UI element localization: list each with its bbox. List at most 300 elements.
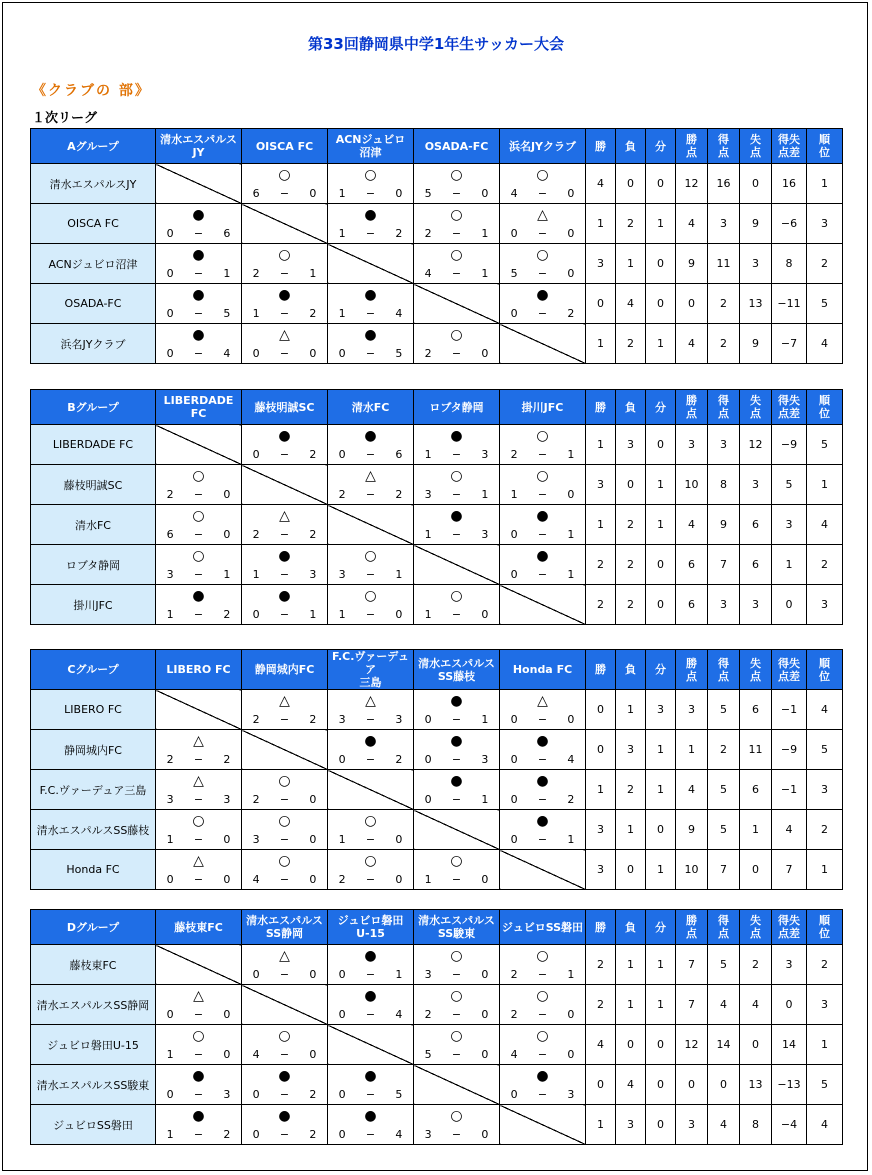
opponent-header: 掛川JFC (500, 390, 586, 425)
stat-cell: −9 (772, 425, 807, 465)
stat-cell: 3 (586, 850, 616, 890)
match-score (156, 1048, 241, 1061)
match-score (414, 488, 499, 501)
stat-cell: 0 (708, 1065, 740, 1105)
stat-cell: 6 (676, 545, 708, 585)
goals-against: 1 (567, 833, 575, 846)
match-result-cell (242, 1025, 328, 1065)
stat-cell: 4 (807, 505, 843, 545)
result-symbol: ● (192, 588, 205, 604)
stat-header: 勝 (586, 390, 616, 425)
stat-header: 勝 点 (676, 650, 708, 690)
team-row (31, 284, 843, 324)
section-heading: 《クラブの 部》 (32, 83, 151, 99)
result-symbol: ○ (364, 548, 377, 564)
match-result-cell (156, 985, 242, 1025)
stat-cell: 2 (807, 244, 843, 284)
stat-cell: 4 (616, 1065, 646, 1105)
match-result-cell (414, 324, 500, 364)
team-name: 藤枝東FC (31, 945, 156, 985)
stat-header: 失 点 (740, 129, 772, 164)
score-dash: − (451, 187, 462, 200)
self-match-cell (242, 465, 328, 505)
team-row (31, 324, 843, 364)
self-match-cell (328, 770, 414, 810)
stat-cell: 2 (586, 985, 616, 1025)
stat-cell: 1 (616, 945, 646, 985)
stat-cell: 13 (740, 1065, 772, 1105)
goals-against: 4 (567, 753, 575, 766)
result-symbol: ○ (536, 948, 549, 964)
match-result-cell (156, 324, 242, 364)
goals-against: 3 (481, 448, 489, 461)
score-dash: − (193, 307, 204, 320)
goals-for: 0 (166, 227, 174, 240)
match-score (156, 873, 241, 886)
match-score (328, 833, 413, 846)
match-score (414, 873, 499, 886)
goals-for: 0 (252, 448, 260, 461)
match-result-cell (328, 945, 414, 985)
match-result-cell (156, 1105, 242, 1145)
header-row (31, 390, 843, 425)
goals-for: 1 (338, 833, 346, 846)
match-result-cell (242, 690, 328, 730)
score-dash: − (365, 753, 376, 766)
result-symbol: ○ (450, 247, 463, 263)
stat-cell: 2 (586, 585, 616, 625)
goals-against: 0 (481, 968, 489, 981)
goals-against: 1 (481, 267, 489, 280)
result-symbol: ● (450, 693, 463, 709)
result-symbol: ● (192, 327, 205, 343)
score-dash: − (193, 833, 204, 846)
goals-for: 1 (338, 608, 346, 621)
match-result-cell (156, 284, 242, 324)
match-score (242, 568, 327, 581)
stat-cell: 0 (740, 164, 772, 204)
team-name: LIBERDADE FC (31, 425, 156, 465)
stat-cell: 14 (708, 1025, 740, 1065)
goals-for: 0 (338, 1128, 346, 1141)
goals-for: 3 (424, 488, 432, 501)
match-score (156, 1088, 241, 1101)
result-symbol: ● (536, 287, 549, 303)
goals-against: 0 (567, 187, 575, 200)
goals-for: 0 (510, 833, 518, 846)
team-name: F.C.ヴァーデュア三島 (31, 770, 156, 810)
stat-cell: 7 (676, 945, 708, 985)
goals-against: 1 (481, 488, 489, 501)
goals-for: 2 (252, 793, 260, 806)
match-result-cell (500, 244, 586, 284)
match-result-cell (414, 1105, 500, 1145)
stat-cell: 4 (586, 164, 616, 204)
match-score (328, 1088, 413, 1101)
score-dash: − (537, 1088, 548, 1101)
stat-cell: 3 (740, 585, 772, 625)
result-symbol: △ (365, 468, 376, 484)
goals-for: 1 (338, 187, 346, 200)
match-result-cell (328, 425, 414, 465)
stat-cell: 4 (708, 985, 740, 1025)
match-result-cell (500, 730, 586, 770)
goals-for: 0 (338, 1088, 346, 1101)
match-result-cell (242, 1065, 328, 1105)
match-result-cell (500, 945, 586, 985)
group-table (30, 128, 843, 364)
goals-against: 0 (309, 833, 317, 846)
match-result-cell (328, 585, 414, 625)
result-symbol: ○ (536, 468, 549, 484)
match-result-cell (328, 284, 414, 324)
goals-for: 1 (166, 833, 174, 846)
match-result-cell (414, 505, 500, 545)
stat-header: 負 (616, 129, 646, 164)
match-score (156, 793, 241, 806)
opponent-header: 藤枝明誠SC (242, 390, 328, 425)
stat-cell: 0 (646, 244, 676, 284)
result-symbol: △ (279, 327, 290, 343)
self-match-cell (414, 284, 500, 324)
goals-for: 4 (424, 267, 432, 280)
match-score (414, 1048, 499, 1061)
result-symbol: ● (450, 508, 463, 524)
score-dash: − (279, 1048, 290, 1061)
match-result-cell (414, 204, 500, 244)
stat-cell: 8 (708, 465, 740, 505)
stat-header: 順 位 (807, 390, 843, 425)
stat-cell: 1 (646, 324, 676, 364)
stat-cell: 12 (676, 164, 708, 204)
match-result-cell (242, 810, 328, 850)
match-result-cell (242, 1105, 328, 1145)
match-score (328, 488, 413, 501)
team-row (31, 164, 843, 204)
self-match-cell (414, 545, 500, 585)
goals-for: 0 (252, 608, 260, 621)
result-symbol: ○ (450, 853, 463, 869)
goals-against: 5 (395, 347, 403, 360)
stat-cell: −1 (772, 770, 807, 810)
goals-for: 0 (338, 968, 346, 981)
stat-cell: 16 (708, 164, 740, 204)
stat-cell: 0 (646, 545, 676, 585)
result-symbol: △ (279, 508, 290, 524)
goals-against: 3 (567, 1088, 575, 1101)
stat-header: 分 (646, 390, 676, 425)
stat-cell: 3 (616, 1105, 646, 1145)
stat-cell: 8 (740, 1105, 772, 1145)
result-symbol: ○ (536, 167, 549, 183)
stat-header: 得 点 (708, 390, 740, 425)
stat-cell: 2 (616, 324, 646, 364)
opponent-header: Honda FC (500, 650, 586, 690)
stat-cell: 4 (676, 770, 708, 810)
stat-cell: 1 (586, 204, 616, 244)
match-result-cell (500, 690, 586, 730)
match-score (414, 713, 499, 726)
match-result-cell (414, 690, 500, 730)
goals-for: 2 (166, 488, 174, 501)
match-score (500, 267, 585, 280)
stat-cell: 3 (708, 204, 740, 244)
stat-header: 得失 点差 (772, 129, 807, 164)
stat-cell: 0 (616, 850, 646, 890)
goals-against: 0 (309, 793, 317, 806)
stat-cell: −1 (772, 690, 807, 730)
team-name: ロブタ静岡 (31, 545, 156, 585)
goals-against: 4 (223, 347, 231, 360)
goals-against: 1 (395, 968, 403, 981)
goals-for: 2 (252, 528, 260, 541)
stat-header: 失 点 (740, 650, 772, 690)
result-symbol: ● (536, 773, 549, 789)
stat-cell: 4 (586, 1025, 616, 1065)
result-symbol: △ (193, 853, 204, 869)
team-name: ジュビロSS磐田 (31, 1105, 156, 1145)
stat-cell: 5 (708, 945, 740, 985)
match-result-cell (500, 1065, 586, 1105)
stat-cell: 5 (708, 770, 740, 810)
score-dash: − (537, 488, 548, 501)
goals-for: 6 (252, 187, 260, 200)
match-result-cell (328, 545, 414, 585)
goals-for: 2 (510, 1008, 518, 1021)
match-score (156, 833, 241, 846)
goals-for: 0 (338, 753, 346, 766)
stat-cell: 2 (708, 284, 740, 324)
team-row (31, 770, 843, 810)
team-name: 藤枝明誠SC (31, 465, 156, 505)
goals-for: 2 (424, 227, 432, 240)
opponent-header: 藤枝東FC (156, 910, 242, 945)
opponent-header: ジュビロ磐田 U-15 (328, 910, 414, 945)
result-symbol: ○ (536, 988, 549, 1004)
score-dash: − (537, 528, 548, 541)
stat-cell: 14 (772, 1025, 807, 1065)
stat-cell: 1 (807, 465, 843, 505)
stat-cell: 6 (740, 770, 772, 810)
stat-cell: 3 (646, 690, 676, 730)
goals-against: 0 (223, 1048, 231, 1061)
goals-for: 0 (510, 1088, 518, 1101)
stat-header: 負 (616, 390, 646, 425)
goals-against: 0 (223, 1008, 231, 1021)
stat-cell: 0 (646, 1065, 676, 1105)
match-result-cell (328, 850, 414, 890)
result-symbol: ○ (450, 468, 463, 484)
stat-header: 得失 点差 (772, 650, 807, 690)
stat-cell: 2 (708, 730, 740, 770)
team-row (31, 690, 843, 730)
match-result-cell (414, 164, 500, 204)
result-symbol: ● (278, 548, 291, 564)
group-name: Bグループ (31, 390, 156, 425)
team-name: ジュビロ磐田U-15 (31, 1025, 156, 1065)
goals-against: 6 (223, 227, 231, 240)
stat-cell: 3 (616, 425, 646, 465)
goals-for: 4 (510, 187, 518, 200)
match-score (414, 528, 499, 541)
result-symbol: ● (536, 733, 549, 749)
match-score (328, 1128, 413, 1141)
stat-header: 失 点 (740, 910, 772, 945)
stat-cell: 0 (586, 284, 616, 324)
score-dash: − (279, 307, 290, 320)
goals-against: 0 (395, 833, 403, 846)
team-row (31, 1065, 843, 1105)
group-name: Aグループ (31, 129, 156, 164)
stat-cell: 4 (708, 1105, 740, 1145)
goals-against: 0 (223, 488, 231, 501)
score-dash: − (451, 608, 462, 621)
goals-for: 1 (424, 873, 432, 886)
stat-header: 負 (616, 910, 646, 945)
opponent-header: F.C.ヴァーデュア 三島 (328, 650, 414, 690)
match-result-cell (500, 465, 586, 505)
match-score (414, 187, 499, 200)
match-result-cell (414, 1025, 500, 1065)
score-dash: − (365, 968, 376, 981)
goals-against: 5 (223, 307, 231, 320)
stat-cell: −4 (772, 1105, 807, 1145)
goals-for: 0 (510, 753, 518, 766)
match-score (328, 568, 413, 581)
team-name: ACNジュビロ沼津 (31, 244, 156, 284)
match-score (500, 713, 585, 726)
team-row (31, 545, 843, 585)
stat-cell: 4 (616, 284, 646, 324)
match-score (328, 307, 413, 320)
stat-cell: 1 (646, 770, 676, 810)
self-match-cell (500, 1105, 586, 1145)
opponent-header: 清水エスパルス SS藤枝 (414, 650, 500, 690)
team-name: 清水エスパルスSS駿東 (31, 1065, 156, 1105)
stat-cell: 3 (708, 585, 740, 625)
score-dash: − (451, 227, 462, 240)
match-result-cell (328, 324, 414, 364)
goals-against: 0 (223, 528, 231, 541)
stat-header: 順 位 (807, 650, 843, 690)
stat-cell: 5 (772, 465, 807, 505)
match-result-cell (414, 244, 500, 284)
stat-cell: 0 (772, 585, 807, 625)
stat-cell: 1 (646, 505, 676, 545)
stat-cell: 2 (616, 505, 646, 545)
score-dash: − (193, 568, 204, 581)
stat-header: 順 位 (807, 910, 843, 945)
goals-against: 0 (395, 608, 403, 621)
stat-cell: 1 (616, 810, 646, 850)
stat-cell: 7 (708, 545, 740, 585)
self-match-cell (414, 1065, 500, 1105)
self-match-cell (414, 810, 500, 850)
match-score (156, 608, 241, 621)
stat-cell: 4 (807, 690, 843, 730)
goals-against: 2 (223, 753, 231, 766)
stat-cell: −7 (772, 324, 807, 364)
match-result-cell (414, 850, 500, 890)
score-dash: − (279, 187, 290, 200)
result-symbol: ● (450, 428, 463, 444)
score-dash: − (537, 793, 548, 806)
goals-for: 0 (166, 1088, 174, 1101)
result-symbol: ○ (278, 1028, 291, 1044)
match-score (242, 793, 327, 806)
score-dash: − (451, 488, 462, 501)
stat-header: 得失 点差 (772, 910, 807, 945)
stat-cell: 3 (740, 244, 772, 284)
goals-against: 0 (395, 873, 403, 886)
score-dash: − (365, 608, 376, 621)
match-score (500, 793, 585, 806)
result-symbol: ○ (278, 167, 291, 183)
stat-cell: 1 (646, 465, 676, 505)
goals-against: 2 (395, 488, 403, 501)
goals-for: 1 (252, 568, 260, 581)
score-dash: − (365, 227, 376, 240)
score-dash: − (537, 1048, 548, 1061)
goals-against: 2 (395, 227, 403, 240)
result-symbol: ● (536, 1068, 549, 1084)
goals-against: 0 (481, 187, 489, 200)
score-dash: − (193, 488, 204, 501)
goals-against: 0 (481, 873, 489, 886)
opponent-header: ACNジュビロ 沼津 (328, 129, 414, 164)
score-dash: − (451, 1128, 462, 1141)
match-score (242, 608, 327, 621)
match-score (500, 568, 585, 581)
match-score (156, 307, 241, 320)
goals-for: 5 (424, 1048, 432, 1061)
stat-cell: 1 (807, 164, 843, 204)
match-result-cell (328, 465, 414, 505)
score-dash: − (537, 448, 548, 461)
result-symbol: ○ (278, 813, 291, 829)
match-score (500, 448, 585, 461)
stat-cell: 2 (807, 810, 843, 850)
goals-for: 1 (166, 608, 174, 621)
team-row (31, 465, 843, 505)
stat-cell: 0 (646, 164, 676, 204)
stat-cell: 5 (807, 284, 843, 324)
stat-cell: 0 (646, 810, 676, 850)
stat-cell: 7 (708, 850, 740, 890)
goals-for: 3 (166, 568, 174, 581)
stat-cell: 12 (740, 425, 772, 465)
goals-against: 2 (309, 448, 317, 461)
goals-for: 0 (338, 1008, 346, 1021)
team-row (31, 425, 843, 465)
opponent-header: ジュビロSS磐田 (500, 910, 586, 945)
team-row (31, 244, 843, 284)
match-score (156, 1008, 241, 1021)
goals-for: 1 (338, 307, 346, 320)
stat-header: 分 (646, 129, 676, 164)
stat-cell: 0 (646, 1105, 676, 1145)
goals-for: 2 (338, 873, 346, 886)
stat-cell: −9 (772, 730, 807, 770)
stat-cell: 3 (740, 465, 772, 505)
match-score (242, 713, 327, 726)
match-result-cell (500, 164, 586, 204)
stat-header: 勝 (586, 650, 616, 690)
goals-for: 0 (252, 1128, 260, 1141)
goals-against: 0 (567, 1008, 575, 1021)
score-dash: − (279, 528, 290, 541)
goals-for: 1 (166, 1128, 174, 1141)
